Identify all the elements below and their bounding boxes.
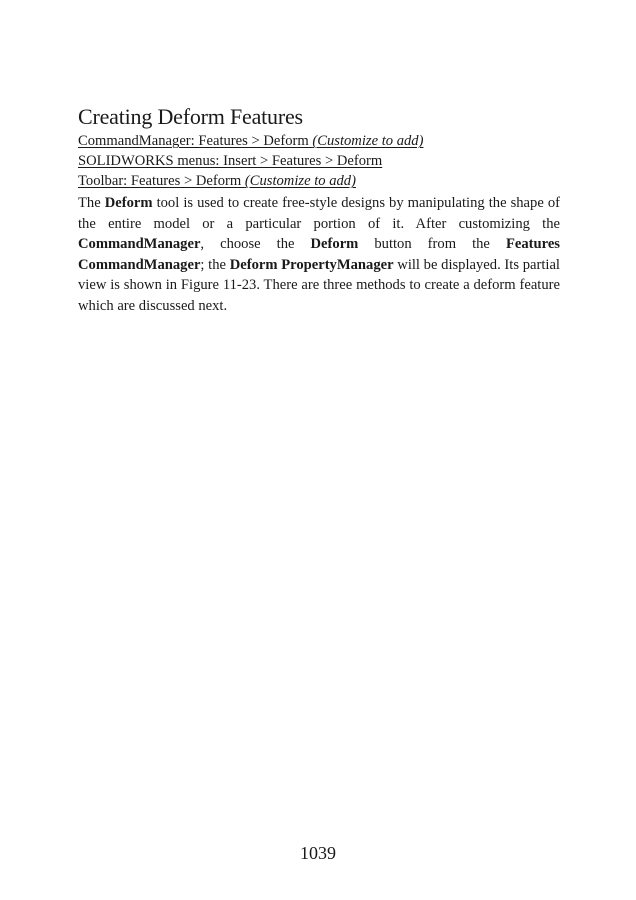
menus-path-text: SOLIDWORKS menus: Insert > Features > Deform <box>78 153 383 169</box>
body-text-2: tool is used to create free-style designs by manipulating the shape of the entire model or a particular portion of it. After customizing the <box>78 195 561 232</box>
body-text-5: ; the <box>200 256 230 273</box>
body-bold-deform-propertymanager: Deform PropertyManager <box>229 256 394 273</box>
body-bold-commandmanager: CommandManager <box>78 236 201 252</box>
page-number: 1039 <box>300 843 336 863</box>
toolbar-path-text: Toolbar: Features > Deform <box>78 173 245 189</box>
body-text-6: will be displayed. Its partial view is shown in Figure 11-23. There are three methods to create a deform feature which are discussed next. <box>78 256 560 314</box>
toolbar-path <box>78 171 423 191</box>
section-title: Creating Deform Features <box>78 104 303 129</box>
commandmanager-path-note: (Customize to add) <box>312 133 424 149</box>
body-text-1: The <box>78 195 105 211</box>
body-bold-deform-button: Deform <box>310 236 359 252</box>
commandmanager-path <box>78 131 423 151</box>
toolbar-path-note: (Customize to add) <box>244 173 356 189</box>
body-bold-deform-tool: Deform <box>104 195 153 211</box>
body-paragraph <box>78 193 560 316</box>
body-bold-features-commandmanager: Features CommandManager <box>78 236 560 273</box>
body-text-4: button from the <box>358 236 506 252</box>
command-paths <box>78 131 423 191</box>
body-text-3: , choose the <box>200 236 311 252</box>
commandmanager-path-text: CommandManager: Features > Deform <box>78 133 313 149</box>
menus-path <box>78 151 423 171</box>
